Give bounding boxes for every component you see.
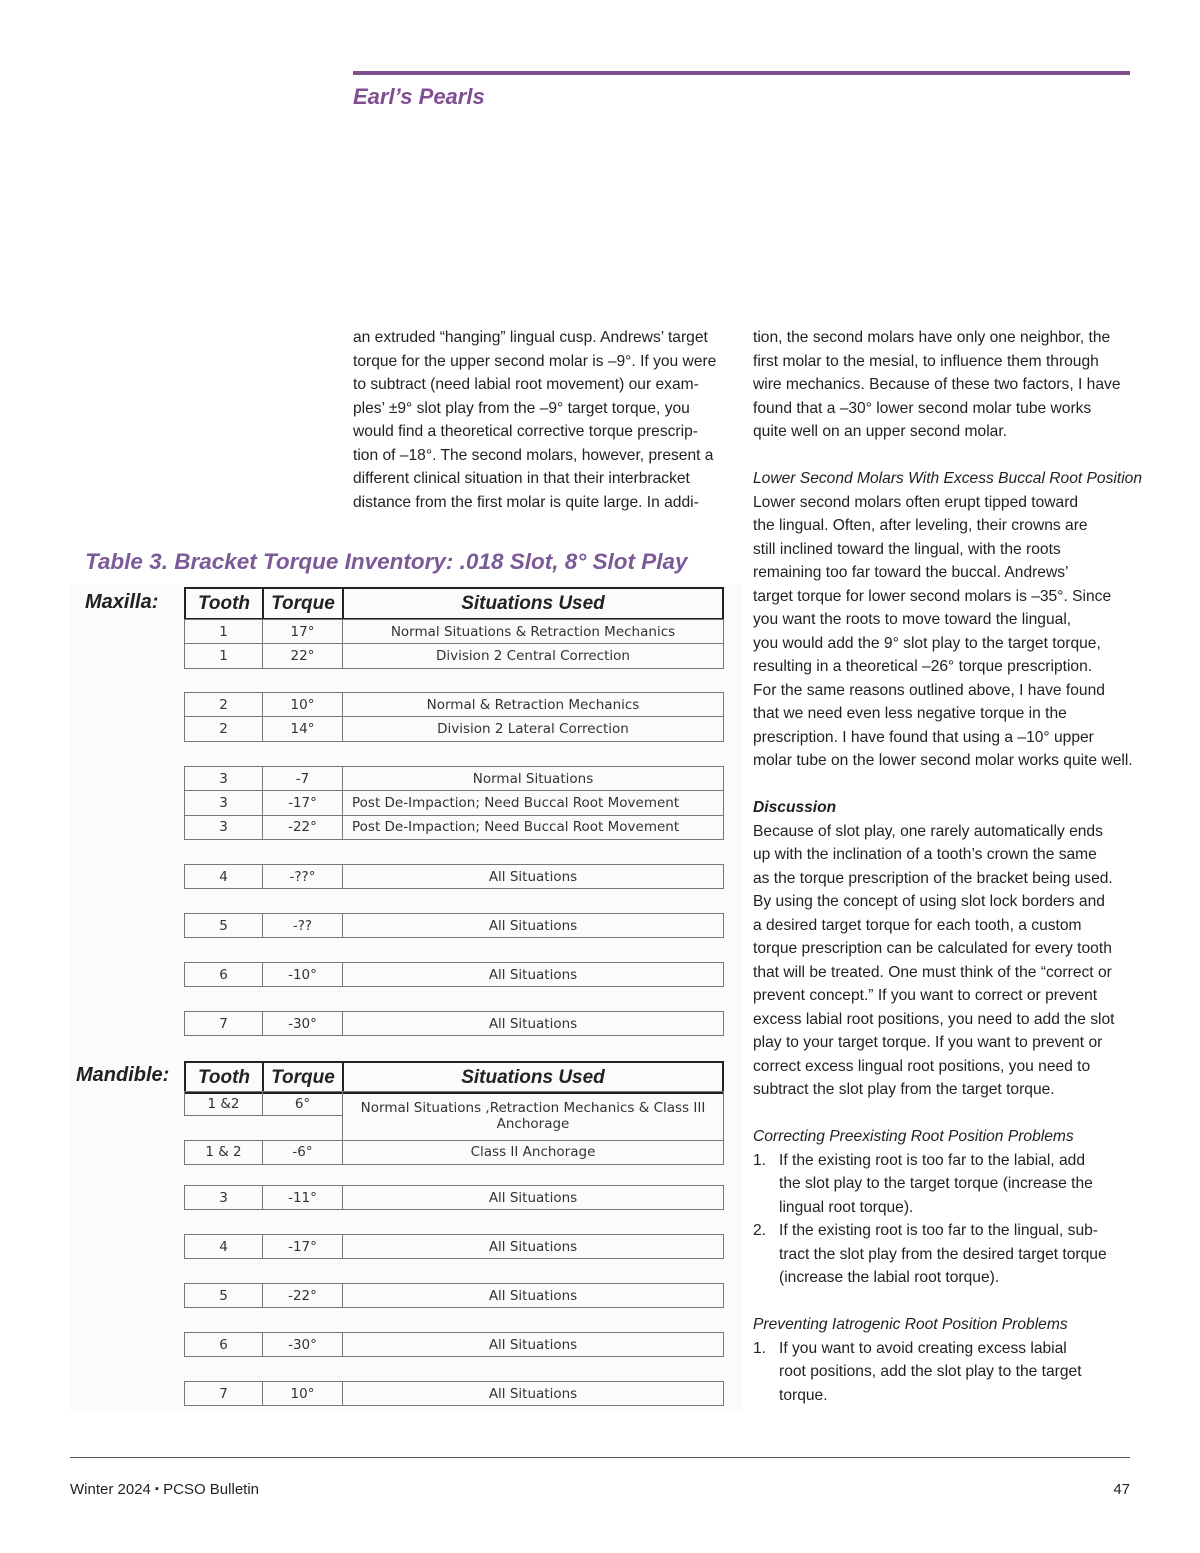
torque-cell: -11° xyxy=(263,1186,343,1210)
torque-cell: -17° xyxy=(263,1235,343,1259)
text-line xyxy=(753,1008,1133,1032)
text-line xyxy=(753,749,1133,773)
tooth-cell: 3 xyxy=(185,767,263,791)
maxilla-group xyxy=(184,619,724,669)
publication: PCSO Bulletin xyxy=(163,1481,259,1498)
torque-cell: -?? xyxy=(263,914,343,938)
mandible-group xyxy=(184,1381,724,1406)
table-row xyxy=(185,717,724,741)
mandible-group xyxy=(184,1091,724,1165)
text-line xyxy=(753,538,1133,562)
torque-cell: -??° xyxy=(263,865,343,889)
text-line xyxy=(753,444,1133,468)
line-text: the lingual. Often, after leveling, their crowns are xyxy=(753,517,1088,534)
torque-cell: -22° xyxy=(263,1284,343,1308)
line-text: prescription. I have found that using a –10° upper xyxy=(753,728,1094,746)
text-line: an extruded “hanging” lingual cusp. Andrews’ target xyxy=(353,329,708,346)
line-text: remaining too far toward the buccal. Andrews’ xyxy=(753,564,1069,581)
situation-cell: All Situations xyxy=(343,963,724,987)
blank-cell xyxy=(185,1116,343,1140)
tooth-cell: 3 xyxy=(185,1186,263,1210)
line-text: target torque for lower second molars is –35°. Since xyxy=(753,587,1112,605)
text-line xyxy=(753,937,1133,961)
table-row xyxy=(185,644,724,668)
list-number: 2. xyxy=(753,1222,767,1239)
line-text: If you want to avoid creating excess labial xyxy=(779,1339,1067,1357)
table-title: Table 3. Bracket Torque Inventory: .018 Slot, 8° Slot Play xyxy=(85,549,688,574)
text-line xyxy=(753,1055,1133,1079)
text-line xyxy=(753,1313,1133,1337)
line-text: For the same reasons outlined above, I have found xyxy=(753,681,1105,699)
text-line xyxy=(753,632,1133,656)
footer-left xyxy=(70,1481,259,1498)
text-line xyxy=(753,702,1133,726)
line-text: root positions, add the slot play to the target xyxy=(779,1363,1082,1380)
line-text: you want the roots to move toward the lingual, xyxy=(753,611,1072,628)
line-text: first molar to the mesial, to influence them through xyxy=(753,352,1099,370)
table-row xyxy=(185,1140,724,1164)
line-text: tion, the second molars have only one neighbor, the xyxy=(753,329,1111,346)
torque-cell: 22° xyxy=(263,644,343,668)
text-line xyxy=(753,1196,1133,1220)
situation-cell: All Situations xyxy=(343,1012,724,1036)
situation-cell: Division 2 Central Correction xyxy=(343,644,724,668)
line-text: (increase the labial root torque). xyxy=(779,1269,1000,1286)
maxilla-group xyxy=(184,913,724,938)
line-text: resulting in a theoretical –26° torque prescription. xyxy=(753,658,1093,675)
footer-rule xyxy=(70,1457,1130,1458)
text-line xyxy=(753,890,1133,914)
text-line xyxy=(753,796,1133,820)
issue: Winter 2024 xyxy=(70,1481,151,1498)
mandible-group xyxy=(184,1185,724,1210)
text-line xyxy=(753,491,1133,515)
tooth-cell: 5 xyxy=(185,914,263,938)
table-row xyxy=(185,1186,724,1210)
situation-cell: All Situations xyxy=(343,1235,724,1259)
situation-cell: All Situations xyxy=(343,1284,724,1308)
column-header: Torque xyxy=(263,588,343,619)
line-text: subtract the slot play from the target torque. xyxy=(753,1081,1055,1098)
text-line: different clinical situation in that their interbracket xyxy=(353,470,690,487)
text-line: distance from the first molar is quite large. In addi- xyxy=(353,493,699,511)
line-text: still inclined toward the lingual, with the roots xyxy=(753,540,1061,558)
text-line xyxy=(753,585,1133,609)
text-line xyxy=(753,326,1133,350)
text-line xyxy=(753,1384,1133,1408)
list-item xyxy=(753,1337,1133,1361)
table-row xyxy=(185,791,724,815)
tooth-cell: 1 & 2 xyxy=(185,1140,263,1164)
line-text: play to your target torque. If you want to prevent or xyxy=(753,1034,1103,1051)
text-line xyxy=(753,843,1133,867)
table-row xyxy=(185,1235,724,1259)
line-text: prevent concept.” If you want to correct or prevent xyxy=(753,987,1098,1004)
line-text: found that a –30° lower second molar tube works xyxy=(753,399,1092,417)
tooth-cell: 2 xyxy=(185,693,263,717)
torque-cell: 17° xyxy=(263,620,343,644)
line-text: quite well on an upper second molar. xyxy=(753,423,1007,440)
tooth-cell: 4 xyxy=(185,865,263,889)
mandible-table-header xyxy=(184,1061,724,1094)
text-line xyxy=(753,679,1133,703)
list-number: 1. xyxy=(753,1151,767,1169)
line-text: Discussion xyxy=(753,799,837,816)
tooth-cell: 1 xyxy=(185,644,263,668)
text-line xyxy=(753,467,1143,491)
mandible-group xyxy=(184,1234,724,1259)
column-header: Tooth xyxy=(185,588,263,619)
tooth-cell: 7 xyxy=(185,1012,263,1036)
text-line: tion of –18°. The second molars, however, present a xyxy=(353,446,714,464)
line-text: Correcting Preexisting Root Position Problems xyxy=(753,1128,1074,1145)
line-text: that will be treated. One must think of the “correct or xyxy=(753,963,1112,981)
tooth-cell: 1 &2 xyxy=(185,1092,263,1116)
line-text: Because of slot play, one rarely automatically ends xyxy=(753,822,1103,840)
torque-cell: 14° xyxy=(263,717,343,741)
column-header: Torque xyxy=(263,1062,343,1093)
tooth-cell: 1 xyxy=(185,620,263,644)
list-item xyxy=(753,1219,1133,1243)
maxilla-table-header xyxy=(184,587,724,620)
line-text: Lower second molars often erupt tipped toward xyxy=(753,493,1079,511)
situation-cell: Normal Situations ,Retraction Mechanics & Class III Anchorage xyxy=(343,1092,724,1141)
table-row xyxy=(185,620,724,644)
text-line xyxy=(753,514,1133,538)
maxilla-group xyxy=(184,766,724,840)
text-line xyxy=(753,1031,1133,1055)
torque-cell: -30° xyxy=(263,1333,343,1357)
maxilla-group xyxy=(184,962,724,987)
text-line xyxy=(753,867,1133,891)
tooth-cell: 3 xyxy=(185,791,263,815)
text-line xyxy=(753,1360,1133,1384)
separator: ▪ xyxy=(155,1483,159,1495)
text-line xyxy=(753,726,1133,750)
situation-cell: Post De-Impaction; Need Buccal Root Movement xyxy=(343,815,724,839)
table-row xyxy=(185,963,724,987)
line-text: wire mechanics. Because of these two factors, I have xyxy=(753,376,1121,393)
table-row xyxy=(185,767,724,791)
text-line: would find a theoretical corrective torque prescrip- xyxy=(353,423,698,440)
table-row xyxy=(185,1382,724,1406)
text-line xyxy=(753,914,1133,938)
torque-cell: 10° xyxy=(263,1382,343,1406)
line-text: as the torque prescription of the bracket being used. xyxy=(753,869,1113,887)
right-column-text xyxy=(753,326,1143,1407)
text-line xyxy=(753,1243,1133,1267)
text-line xyxy=(753,608,1133,632)
tooth-cell: 6 xyxy=(185,1333,263,1357)
table-row xyxy=(185,865,724,889)
text-line xyxy=(753,420,1133,444)
line-text: lingual root torque). xyxy=(779,1198,914,1216)
text-line xyxy=(753,1125,1133,1149)
table-row xyxy=(185,914,724,938)
torque-cell: -10° xyxy=(263,963,343,987)
line-text: torque. xyxy=(779,1386,828,1404)
line-text: a desired target torque for each tooth, a custom xyxy=(753,916,1082,934)
text-line: to subtract (need labial root movement) our exam- xyxy=(353,376,699,393)
situation-cell: Normal & Retraction Mechanics xyxy=(343,693,724,717)
torque-cell: 10° xyxy=(263,693,343,717)
line-text: that we need even less negative torque in the xyxy=(753,705,1067,722)
text-line xyxy=(753,397,1133,421)
text-line xyxy=(753,1172,1133,1196)
situation-cell: All Situations xyxy=(343,1382,724,1406)
left-column-text xyxy=(353,326,733,514)
text-line xyxy=(753,1290,1133,1314)
line-text: excess labial root positions, you need to add the slot xyxy=(753,1010,1115,1028)
torque-cell: -30° xyxy=(263,1012,343,1036)
text-line xyxy=(753,350,1133,374)
mandible-group xyxy=(184,1283,724,1308)
situation-cell: Post De-Impaction; Need Buccal Root Movement xyxy=(343,791,724,815)
situation-cell: Normal Situations & Retraction Mechanics xyxy=(343,620,724,644)
column-header: Tooth xyxy=(185,1062,263,1093)
line-text: tract the slot play from the desired target torque xyxy=(779,1245,1107,1263)
page-number: 47 xyxy=(1113,1481,1130,1498)
text-line xyxy=(753,820,1133,844)
line-text: the slot play to the target torque (increase the xyxy=(779,1175,1093,1192)
list-number: 1. xyxy=(753,1339,767,1357)
line-text: molar tube on the lower second molar works quite well. xyxy=(753,752,1133,769)
tooth-cell: 2 xyxy=(185,717,263,741)
situation-cell: All Situations xyxy=(343,1186,724,1210)
torque-cell: -22° xyxy=(263,815,343,839)
text-line xyxy=(753,984,1133,1008)
line-text: Preventing Iatrogenic Root Position Problems xyxy=(753,1316,1068,1333)
line-text: you would add the 9° slot play to the target torque, xyxy=(753,634,1101,652)
line-text: Lower Second Molars With Excess Buccal Root Position xyxy=(753,470,1143,487)
table-row xyxy=(185,1333,724,1357)
line-text: up with the inclination of a tooth’s crown the same xyxy=(753,846,1097,863)
header-rule xyxy=(353,71,1130,75)
text-line xyxy=(753,961,1133,985)
text-line: torque for the upper second molar is –9°. If you were xyxy=(353,352,717,370)
text-line xyxy=(753,655,1133,679)
line-text: correct excess lingual root positions, you need to xyxy=(753,1057,1091,1075)
mandible-group xyxy=(184,1332,724,1357)
line-text: torque prescription can be calculated for every tooth xyxy=(753,940,1112,957)
text-line xyxy=(753,773,1133,797)
situation-cell: All Situations xyxy=(343,914,724,938)
maxilla-group xyxy=(184,1011,724,1036)
tooth-cell: 7 xyxy=(185,1382,263,1406)
text-line xyxy=(753,1266,1133,1290)
situation-cell: Division 2 Lateral Correction xyxy=(343,717,724,741)
torque-cell: -7 xyxy=(263,767,343,791)
tooth-cell: 6 xyxy=(185,963,263,987)
mandible-label: Mandible: xyxy=(76,1064,170,1086)
line-text: By using the concept of using slot lock borders and xyxy=(753,893,1105,910)
situation-cell: All Situations xyxy=(343,1333,724,1357)
column-header: Situations Used xyxy=(343,588,723,619)
table-row xyxy=(185,1284,724,1308)
tooth-cell: 4 xyxy=(185,1235,263,1259)
table-row xyxy=(185,1092,724,1116)
text-line xyxy=(753,561,1133,585)
line-text: If the existing root is too far to the lingual, sub- xyxy=(779,1222,1098,1239)
section-title: Earl’s Pearls xyxy=(353,84,485,109)
maxilla-group xyxy=(184,692,724,742)
text-line xyxy=(753,373,1133,397)
situation-cell: All Situations xyxy=(343,865,724,889)
table-row xyxy=(185,815,724,839)
maxilla-group xyxy=(184,864,724,889)
table-row xyxy=(185,693,724,717)
line-text: If the existing root is too far to the labial, add xyxy=(779,1151,1085,1169)
text-line xyxy=(753,1102,1133,1126)
maxilla-label: Maxilla: xyxy=(85,591,159,613)
torque-cell: 6° xyxy=(263,1092,343,1116)
situation-cell: Normal Situations xyxy=(343,767,724,791)
torque-cell: -17° xyxy=(263,791,343,815)
text-line xyxy=(753,1078,1133,1102)
tooth-cell: 3 xyxy=(185,815,263,839)
situation-cell: Class II Anchorage xyxy=(343,1140,724,1164)
tooth-cell: 5 xyxy=(185,1284,263,1308)
column-header: Situations Used xyxy=(343,1062,723,1093)
table-row xyxy=(185,1012,724,1036)
text-line: ples’ ±9° slot play from the –9° target torque, you xyxy=(353,399,690,417)
list-item xyxy=(753,1149,1133,1173)
torque-cell: -6° xyxy=(263,1140,343,1164)
